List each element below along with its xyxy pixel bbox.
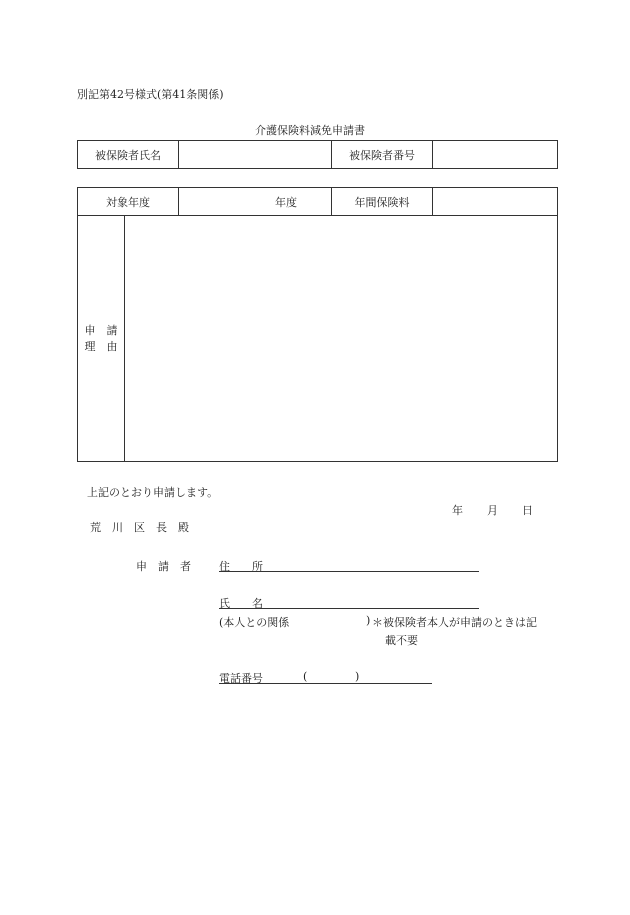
target-year-field[interactable]	[179, 188, 332, 216]
address-label: 住 所	[219, 560, 263, 573]
insured-number-label: 被保険者番号	[332, 141, 433, 169]
relation-open: (本人との関係	[219, 616, 290, 629]
year-unit: 年度	[275, 195, 297, 209]
date-month: 月	[487, 504, 498, 517]
insured-number-field[interactable]	[433, 141, 558, 169]
declaration-text: 上記のとおり申請します。	[87, 486, 219, 499]
name-field[interactable]	[219, 608, 479, 609]
form-number: 別記第42号様式(第41条関係)	[77, 88, 224, 101]
annual-premium-field[interactable]	[433, 188, 558, 216]
application-reason-field[interactable]	[125, 216, 558, 462]
date-year: 年	[452, 504, 463, 517]
relation-note-line1: ＊被保険者本人が申請のときは記	[372, 616, 537, 629]
addressee: 荒 川 区 長 殿	[90, 521, 189, 534]
phone-paren-close: )	[355, 670, 360, 683]
name-label: 氏 名	[219, 597, 263, 610]
applicant-label: 申 請 者	[136, 560, 191, 573]
reason-label-line2: 理 由	[84, 339, 118, 353]
annual-premium-label: 年間保険料	[332, 188, 433, 216]
reason-label-line1: 申 請	[84, 323, 118, 337]
phone-paren-open: (	[303, 670, 308, 683]
form-title: 介護保険料減免申請書	[255, 124, 365, 137]
phone-label: 電話番号	[219, 672, 263, 685]
phone-field[interactable]	[219, 683, 432, 684]
address-field[interactable]	[219, 571, 479, 572]
relation-close: )	[366, 614, 371, 627]
date-day: 日	[522, 504, 533, 517]
relation-note-line2: 載不要	[385, 634, 418, 647]
premium-info-table	[77, 187, 558, 462]
insured-name-field[interactable]	[179, 141, 332, 169]
insured-info-table	[77, 140, 558, 169]
insured-name-label: 被保険者氏名	[78, 141, 179, 169]
application-reason-label	[78, 216, 125, 462]
target-year-label: 対象年度	[78, 188, 179, 216]
